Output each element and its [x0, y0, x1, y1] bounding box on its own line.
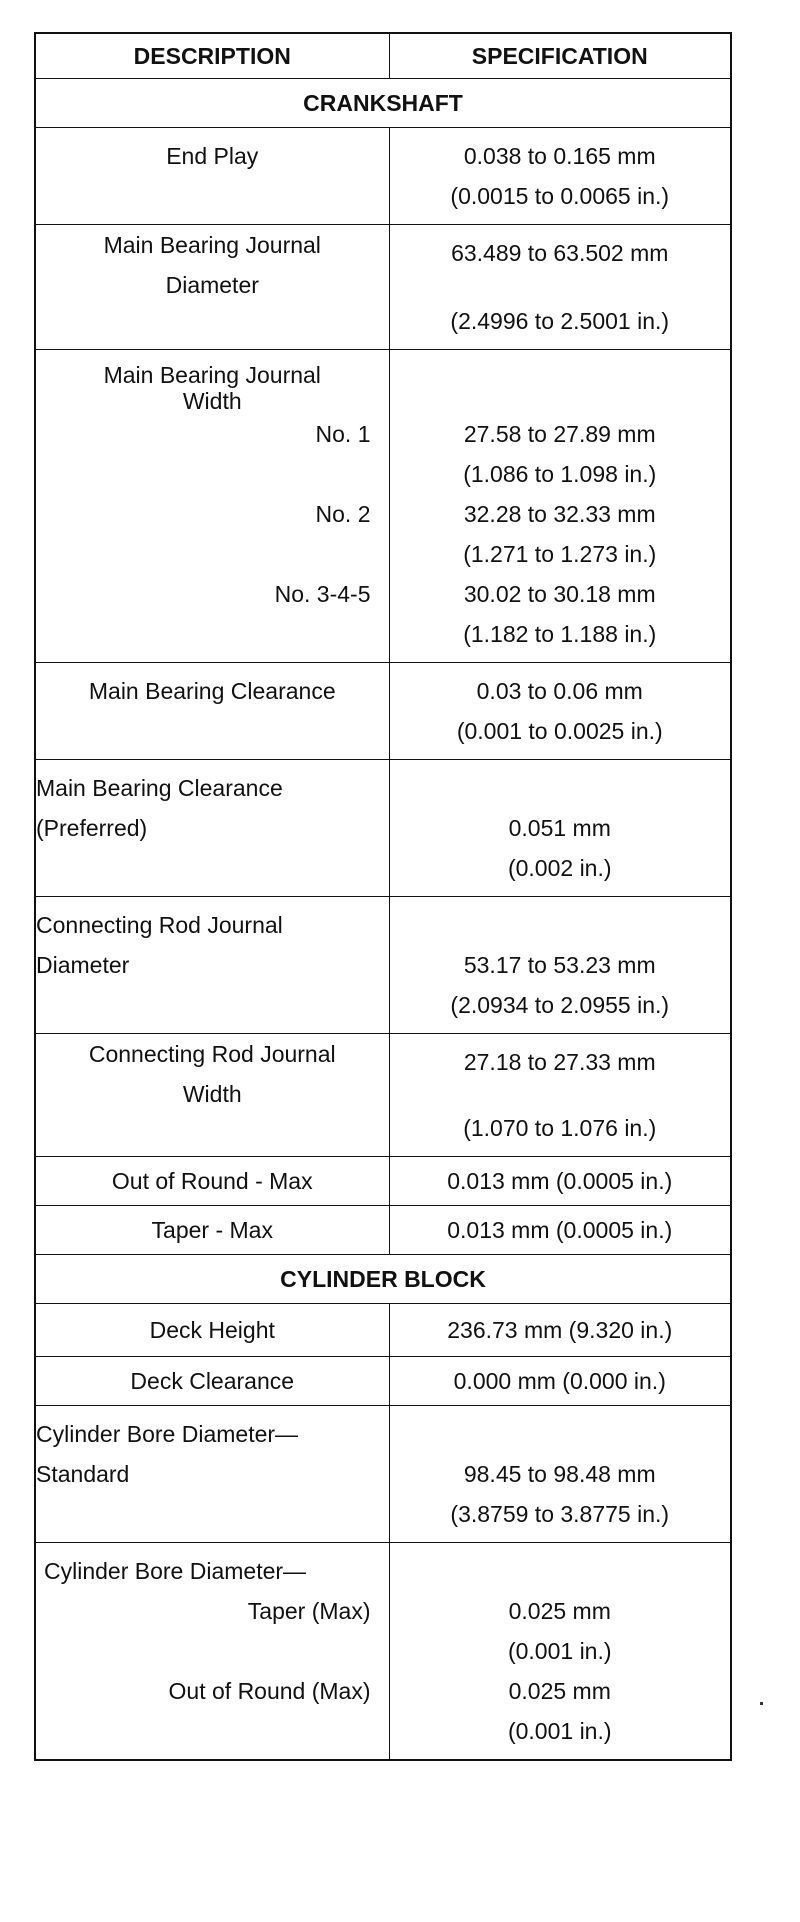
- spec-metric: 98.45 to 98.48 mm: [463, 1461, 656, 1487]
- spec-imperial: (1.086 to 1.098 in.): [463, 461, 657, 487]
- spec-metric: 30.02 to 30.18 mm: [463, 581, 656, 607]
- spec-metric: 27.18 to 27.33 mm: [463, 1049, 656, 1075]
- table-row: [35, 760, 731, 897]
- desc-line: Diameter: [165, 272, 259, 298]
- spec-imperial: (2.0934 to 2.0955 in.): [450, 992, 670, 1018]
- sub-label-no345: No. 3-4-5: [274, 581, 371, 607]
- spec-imperial: (1.271 to 1.273 in.): [463, 541, 657, 567]
- header-row: [35, 33, 731, 79]
- table-row: [35, 1206, 731, 1255]
- desc-line: Connecting Rod Journal: [88, 1041, 336, 1067]
- table-row: [35, 1304, 731, 1357]
- desc-line: Main Bearing Journal: [103, 232, 321, 258]
- table-row: [35, 1357, 731, 1406]
- spec-imperial: (0.001 in.): [507, 1718, 612, 1744]
- spec-table: [34, 32, 732, 1761]
- spec-imperial: (1.070 to 1.076 in.): [463, 1115, 657, 1141]
- scan-speck: [760, 1702, 763, 1705]
- desc-line: Cylinder Bore Diameter—: [36, 1421, 299, 1447]
- spec-metric: 32.28 to 32.33 mm: [463, 501, 656, 527]
- spec-metric: 0.051 mm: [508, 815, 611, 841]
- desc-line: Diameter: [36, 952, 130, 978]
- spec-imperial: (0.001 to 0.0025 in.): [456, 718, 663, 744]
- table-row: [35, 1157, 731, 1206]
- section-row: [35, 79, 731, 128]
- desc-taper: Taper - Max: [151, 1217, 273, 1243]
- spec-imperial: (2.4996 to 2.5001 in.): [450, 308, 670, 334]
- section-cylinder-block: CYLINDER BLOCK: [35, 1255, 731, 1304]
- spec-metric: 63.489 to 63.502 mm: [451, 240, 669, 266]
- table-row: [35, 350, 731, 663]
- spec-metric: 0.025 mm: [508, 1678, 611, 1704]
- section-row: [35, 1255, 731, 1304]
- sub-label-oor: Out of Round (Max): [168, 1678, 371, 1704]
- sub-label-no1: No. 1: [315, 421, 371, 447]
- table-row: [35, 128, 731, 225]
- desc-line: Standard: [36, 1461, 130, 1487]
- spec-metric: 0.03 to 0.06 mm: [476, 678, 643, 704]
- spec-deck-clearance: 0.000 mm (0.000 in.): [453, 1368, 666, 1394]
- table-row: [35, 1543, 731, 1761]
- table-row: [35, 225, 731, 350]
- desc-out-of-round: Out of Round - Max: [111, 1168, 313, 1194]
- desc-line: Connecting Rod Journal: [36, 912, 283, 938]
- spec-out-of-round: 0.013 mm (0.0005 in.): [447, 1168, 673, 1194]
- sub-label-no2: No. 2: [315, 501, 371, 527]
- desc-deck-clearance: Deck Clearance: [130, 1368, 295, 1394]
- desc-line: Width: [182, 1081, 242, 1107]
- spec-imperial: (0.001 in.): [507, 1638, 612, 1664]
- sub-label-taper: Taper (Max): [247, 1598, 371, 1624]
- table-row: [35, 1034, 731, 1157]
- desc-line: Width: [182, 388, 242, 414]
- spec-metric: 53.17 to 53.23 mm: [463, 952, 656, 978]
- desc-line: Main Bearing Journal: [103, 362, 321, 388]
- desc-deck-height: Deck Height: [149, 1317, 275, 1343]
- table-row: [35, 663, 731, 760]
- spec-metric: 27.58 to 27.89 mm: [463, 421, 656, 447]
- spec-metric: 0.038 to 0.165 mm: [463, 143, 656, 169]
- desc-line: Cylinder Bore Diameter—: [44, 1558, 307, 1584]
- spec-imperial: (1.182 to 1.188 in.): [463, 621, 657, 647]
- header-description: DESCRIPTION: [35, 33, 389, 79]
- table-row: [35, 1406, 731, 1543]
- section-crankshaft: CRANKSHAFT: [35, 79, 731, 128]
- desc-main-clearance: Main Bearing Clearance: [88, 678, 336, 704]
- desc-line: (Preferred): [36, 815, 148, 841]
- spec-taper: 0.013 mm (0.0005 in.): [447, 1217, 673, 1243]
- desc-line: Main Bearing Clearance: [36, 775, 283, 801]
- spec-imperial: (0.0015 to 0.0065 in.): [450, 183, 670, 209]
- spec-imperial: (3.8759 to 3.8775 in.): [450, 1501, 670, 1527]
- spec-metric: 0.025 mm: [508, 1598, 611, 1624]
- header-specification: SPECIFICATION: [389, 33, 731, 79]
- desc-end-play: End Play: [166, 143, 259, 169]
- spec-deck-height: 236.73 mm (9.320 in.): [447, 1317, 673, 1343]
- table-row: [35, 897, 731, 1034]
- spec-imperial: (0.002 in.): [507, 855, 612, 881]
